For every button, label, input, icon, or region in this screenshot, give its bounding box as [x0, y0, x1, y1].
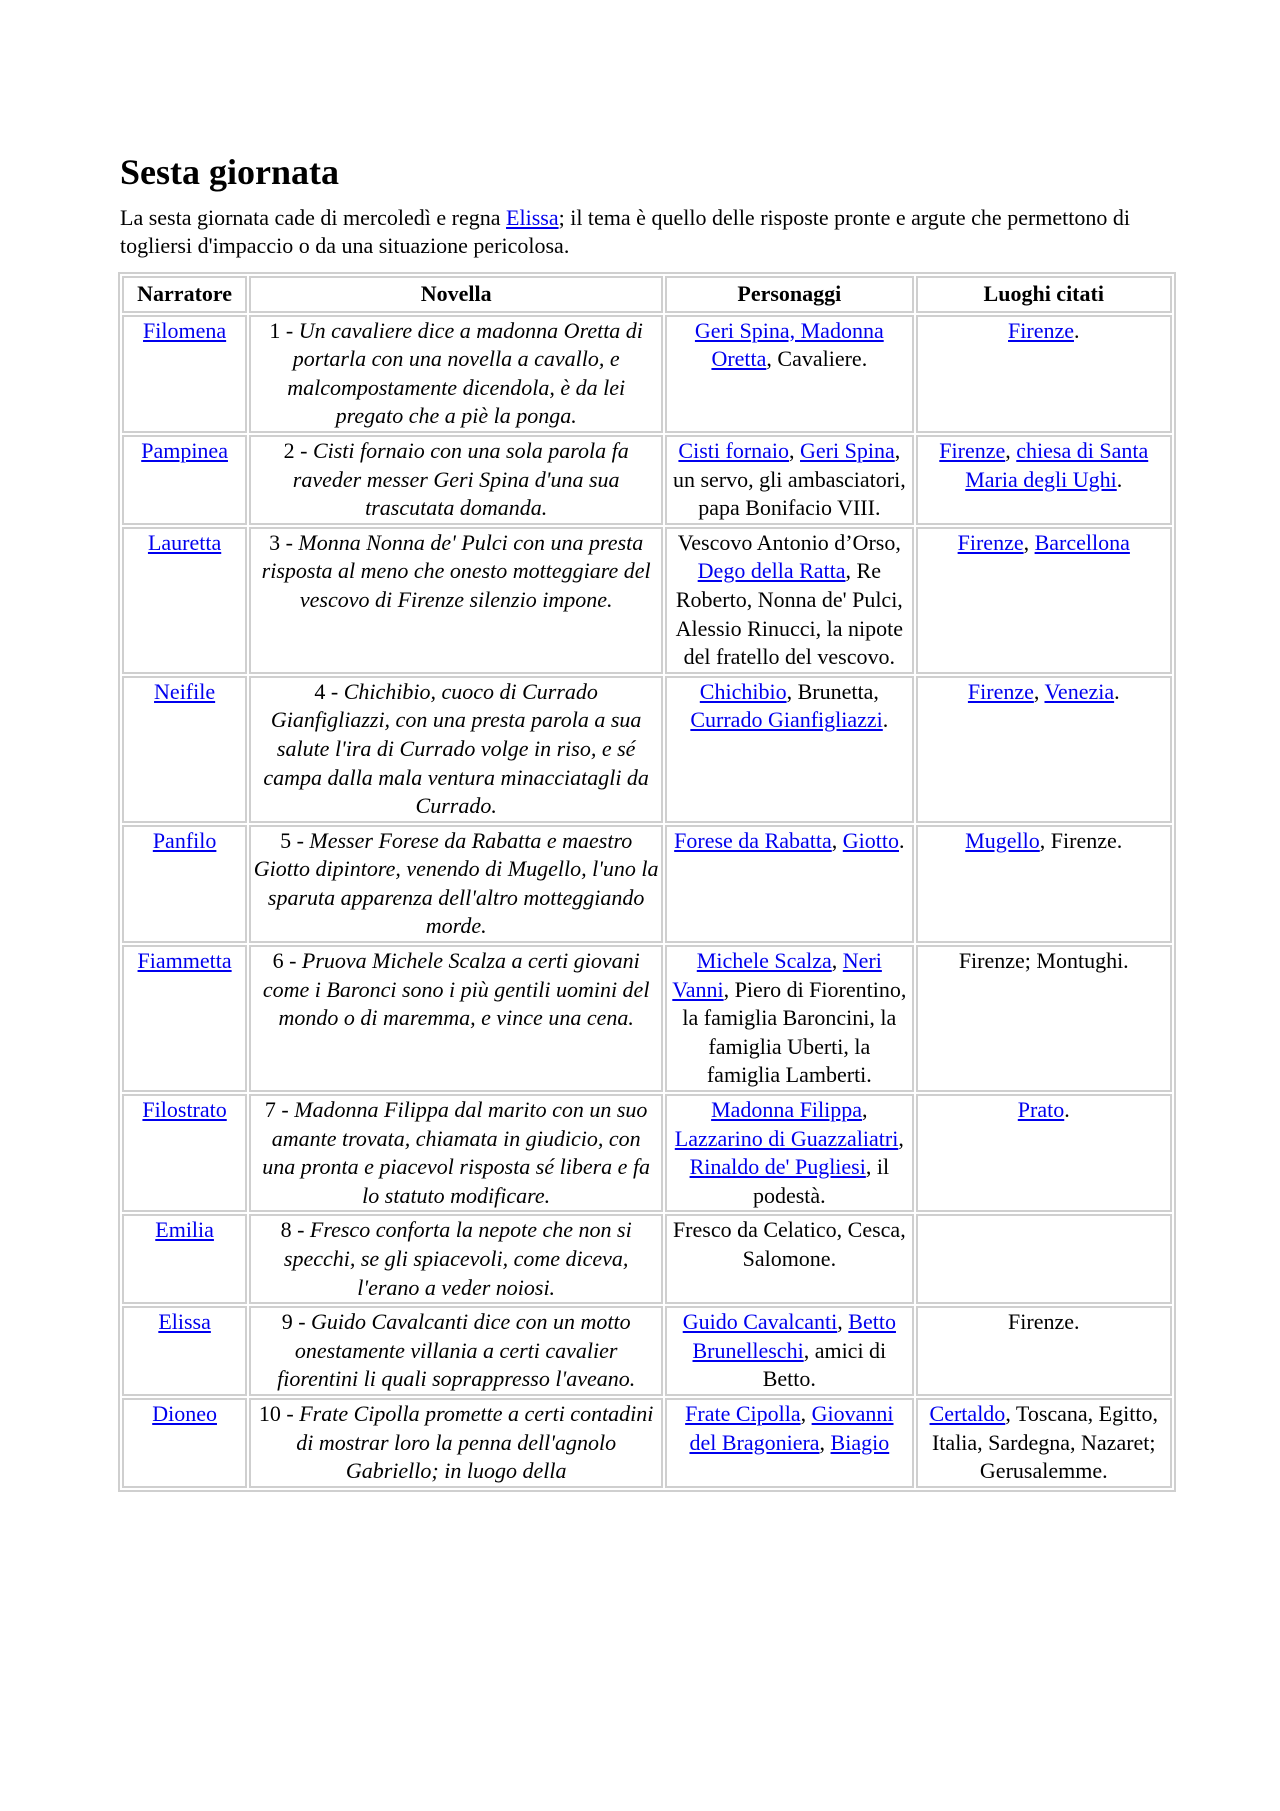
table-row [122, 1306, 1172, 1396]
novella-cell [249, 1398, 663, 1488]
table-row [122, 676, 1172, 823]
novella-title: Fresco conforta la nepote che non si specchi, se gli spiacevoli, come diceva, l'erano a veder noiosi. [283, 1217, 632, 1300]
character-link[interactable]: Geri Spina, Madonna Oretta [694, 317, 884, 372]
character-text: , Piero di Fiorentino, la famiglia Baroncini, la famiglia Uberti, la famiglia Lamberti. [682, 976, 907, 1088]
novella-number: 4 - [314, 678, 344, 704]
narrator-link[interactable]: Pampinea [141, 437, 228, 463]
place-text: , Toscana, Egitto, Italia, Sardegna, Nazaret; Gerusalemme. [931, 1400, 1158, 1484]
character-text: , amici di Betto. [762, 1337, 887, 1392]
novella-number: 9 - [281, 1309, 312, 1335]
narrator-cell [122, 435, 247, 525]
place-link[interactable]: chiesa di Santa Maria degli Ughi [965, 437, 1149, 492]
novella-title: Messer Forese da Rabatta e maestro Giotto dipintore, venendo di Mugello, l'uno la sparuta apparenza dell'altro motteggiando morde. [253, 827, 659, 939]
narrator-cell [122, 676, 247, 823]
characters-cell [665, 1398, 913, 1488]
intro-paragraph [120, 204, 1175, 260]
narrator-link[interactable]: Filostrato [142, 1097, 227, 1123]
character-text: , [800, 1400, 812, 1426]
characters-cell [665, 945, 913, 1092]
narrator-link[interactable]: Filomena [143, 317, 227, 343]
header-narratore: Narratore [122, 276, 247, 313]
place-text: Firenze; Montughi. [958, 948, 1129, 974]
novella-cell-clip [253, 1400, 659, 1484]
characters-cell-clip [669, 1400, 909, 1466]
table-header-row [122, 276, 1172, 313]
table-row [122, 1094, 1172, 1212]
character-text: . [882, 707, 889, 733]
novella-number: 1 - [269, 317, 299, 343]
place-link[interactable]: Mugello [965, 827, 1040, 853]
novella-number: 7 - [264, 1097, 295, 1123]
table-row [122, 1398, 1172, 1488]
places-cell [916, 825, 1172, 943]
place-text: , Firenze. [1039, 827, 1123, 853]
characters-cell [665, 1094, 913, 1212]
place-link[interactable]: Firenze [1008, 317, 1074, 343]
character-link[interactable]: Neri Vanni [672, 948, 882, 1002]
places-cell [916, 676, 1172, 823]
character-text: , [898, 1125, 904, 1151]
novella-title: Frate Cipolla promette a certi contadini di mostrar loro la penna dell'agnolo Gabriello; in luogo della [296, 1400, 654, 1484]
character-link[interactable]: Cisti fornaio [678, 437, 790, 463]
place-text: Firenze. [1008, 1309, 1080, 1335]
novella-cell [249, 676, 663, 823]
character-link[interactable]: Currado Gianfigliazzi [690, 707, 883, 733]
character-text: , un servo, gli ambasciatori, papa Bonifacio VIII. [672, 437, 906, 521]
character-text: , Brunetta, [786, 678, 879, 704]
place-text: , [1023, 529, 1035, 555]
narrator-link[interactable]: Neifile [154, 678, 216, 704]
character-link[interactable]: Lazzarino di Guazzaliatri [674, 1125, 899, 1151]
table-row [122, 945, 1172, 1092]
narrator-cell [122, 1306, 247, 1396]
narrator-cell [122, 527, 247, 674]
characters-cell [665, 1306, 913, 1396]
novella-title: Guido Cavalcanti dice con un motto onestamente villania a certi cavalier fiorentini li quali soprappresso l'aveano. [277, 1309, 636, 1392]
narrator-cell [122, 825, 247, 943]
place-link[interactable]: Firenze [957, 529, 1024, 555]
place-text: , [1033, 678, 1045, 704]
character-text: , Re Roberto, Nonna de' Pulci, Alessio Rinucci, la nipote del fratello del vescovo. [675, 558, 903, 670]
novella-cell [249, 315, 663, 433]
novella-cell [249, 435, 663, 525]
intro-text-after: ; il tema è quello delle risposte pronte e argute che permettono di togliersi d'impaccio o da una situazione pericolosa. [120, 205, 1131, 258]
place-link[interactable]: Prato [1017, 1097, 1065, 1123]
character-text: , [831, 827, 843, 853]
narrator-link[interactable]: Fiammetta [137, 948, 232, 974]
narrator-link[interactable]: Emilia [155, 1217, 214, 1243]
novella-title: Un cavaliere dice a madonna Oretta di portarla con una novella a cavallo, e malcompostamente dicendola, è da lei pregato che a piè la ponga. [287, 317, 643, 429]
intro-text-before: La sesta giornata cade di mercoledì e regna [120, 205, 507, 230]
place-link[interactable]: Firenze [967, 678, 1034, 704]
novella-number: 6 - [272, 948, 302, 974]
novella-number: 2 - [283, 437, 313, 463]
novella-number: 10 - [258, 1400, 300, 1426]
document-page [120, 150, 1175, 1492]
narrator-link[interactable]: Panfilo [152, 827, 217, 853]
place-text: . [1116, 466, 1123, 492]
character-link[interactable]: Geri Spina [800, 437, 895, 463]
table-row [122, 825, 1172, 943]
novella-number: 8 - [280, 1217, 310, 1243]
table-row [122, 1214, 1172, 1304]
character-text: Fresco da Celatico, Cesca, Salomone. [672, 1217, 906, 1271]
places-cell [916, 527, 1172, 674]
place-text: . [1114, 678, 1120, 704]
character-text: , Cavaliere. [766, 346, 868, 372]
characters-cell [665, 676, 913, 823]
table-row [122, 527, 1172, 674]
table-row [122, 435, 1172, 525]
place-text: , [1005, 437, 1017, 463]
characters-cell [665, 527, 913, 674]
character-text: , [789, 437, 801, 463]
novella-cell [249, 527, 663, 674]
character-link[interactable]: Frate Cipolla [685, 1400, 801, 1426]
novella-cell [249, 1214, 663, 1304]
character-link[interactable]: Chichibio [699, 678, 787, 704]
header-novella: Novella [249, 276, 663, 313]
places-cell [916, 1398, 1172, 1488]
narrator-cell [122, 1094, 247, 1212]
novella-cell [249, 945, 663, 1092]
narrator-cell [122, 945, 247, 1092]
characters-cell [665, 315, 913, 433]
place-text: . [1064, 1097, 1070, 1123]
character-text: , il podestà. [752, 1154, 890, 1208]
character-link[interactable]: Rinaldo de' Pugliesi [689, 1154, 866, 1180]
novella-title: Monna Nonna de' Pulci con una presta risposta al meno che onesto motteggiare del vescovo di Firenze silenzio impone. [261, 529, 651, 612]
places-cell [916, 435, 1172, 525]
novella-cell [249, 1094, 663, 1212]
header-personaggi: Personaggi [665, 276, 913, 313]
character-link[interactable]: Dego della Ratta [697, 558, 846, 584]
places-cell [916, 1214, 1172, 1304]
character-link[interactable]: Madonna Filippa [711, 1097, 863, 1123]
novella-number: 3 - [269, 529, 299, 555]
character-text: , [819, 1429, 831, 1455]
place-text: . [1073, 317, 1080, 343]
header-luoghi: Luoghi citati [916, 276, 1172, 313]
places-cell [916, 1094, 1172, 1212]
character-text: Vescovo Antonio d’Orso, [677, 529, 901, 555]
character-link[interactable]: Forese da Rabatta [674, 827, 832, 853]
table-body [122, 315, 1172, 1488]
elissa-link[interactable]: Elissa [506, 205, 559, 230]
character-text: , [831, 948, 843, 974]
narrator-cell [122, 1214, 247, 1304]
characters-cell [665, 1214, 913, 1304]
place-link[interactable]: Barcellona [1034, 529, 1130, 555]
novella-cell [249, 825, 663, 943]
character-text: , [862, 1097, 868, 1123]
character-text: . [899, 827, 905, 853]
narrator-cell [122, 315, 247, 433]
places-cell [916, 945, 1172, 1092]
character-link[interactable]: Michele Scalza [696, 948, 832, 974]
characters-cell [665, 825, 913, 943]
places-cell [916, 1306, 1172, 1396]
character-text: , [837, 1309, 849, 1335]
novella-title: Cisti fornaio con una sola parola fa raveder messer Geri Spina d'una sua trascutata domanda. [292, 437, 629, 521]
character-link[interactable]: Biagio [830, 1429, 890, 1455]
novella-title: Chichibio, cuoco di Currado Gianfigliazzi, con una presta parola a sua salute l'ira di Currado volge in riso, e sé campa dalla mala ventura minacciatagli da Currado. [263, 678, 649, 819]
narrator-link[interactable]: Elissa [158, 1309, 211, 1335]
characters-cell [665, 435, 913, 525]
novella-cell [249, 1306, 663, 1396]
novella-title: Pruova Michele Scalza a certi giovani come i Baronci sono i più gentili uomini del mondo o di maremma, e vince una cena. [262, 948, 650, 1031]
character-link[interactable]: Giotto [842, 827, 899, 853]
character-link[interactable]: Giovanni del Bragoniera [689, 1400, 894, 1455]
narrator-link[interactable]: Lauretta [147, 529, 222, 555]
narrator-cell [122, 1398, 247, 1488]
table-row [122, 315, 1172, 433]
place-link[interactable]: Venezia [1044, 678, 1115, 704]
novella-number: 5 - [280, 827, 310, 853]
places-cell [916, 315, 1172, 433]
place-link[interactable]: Certaldo [929, 1400, 1006, 1426]
novella-title: Madonna Filippa dal marito con un suo amante trovata, chiamata in giudicio, con una pronta e piacevol risposta sé libera e fa lo statuto modificare. [262, 1097, 651, 1208]
character-link[interactable]: Guido Cavalcanti [682, 1309, 838, 1335]
novelle-table [118, 272, 1176, 1492]
narrator-link[interactable]: Dioneo [152, 1400, 217, 1426]
character-link[interactable]: Betto Brunelleschi [692, 1309, 896, 1363]
place-link[interactable]: Firenze [939, 437, 1006, 463]
page-title: Sesta giornata [120, 152, 339, 192]
